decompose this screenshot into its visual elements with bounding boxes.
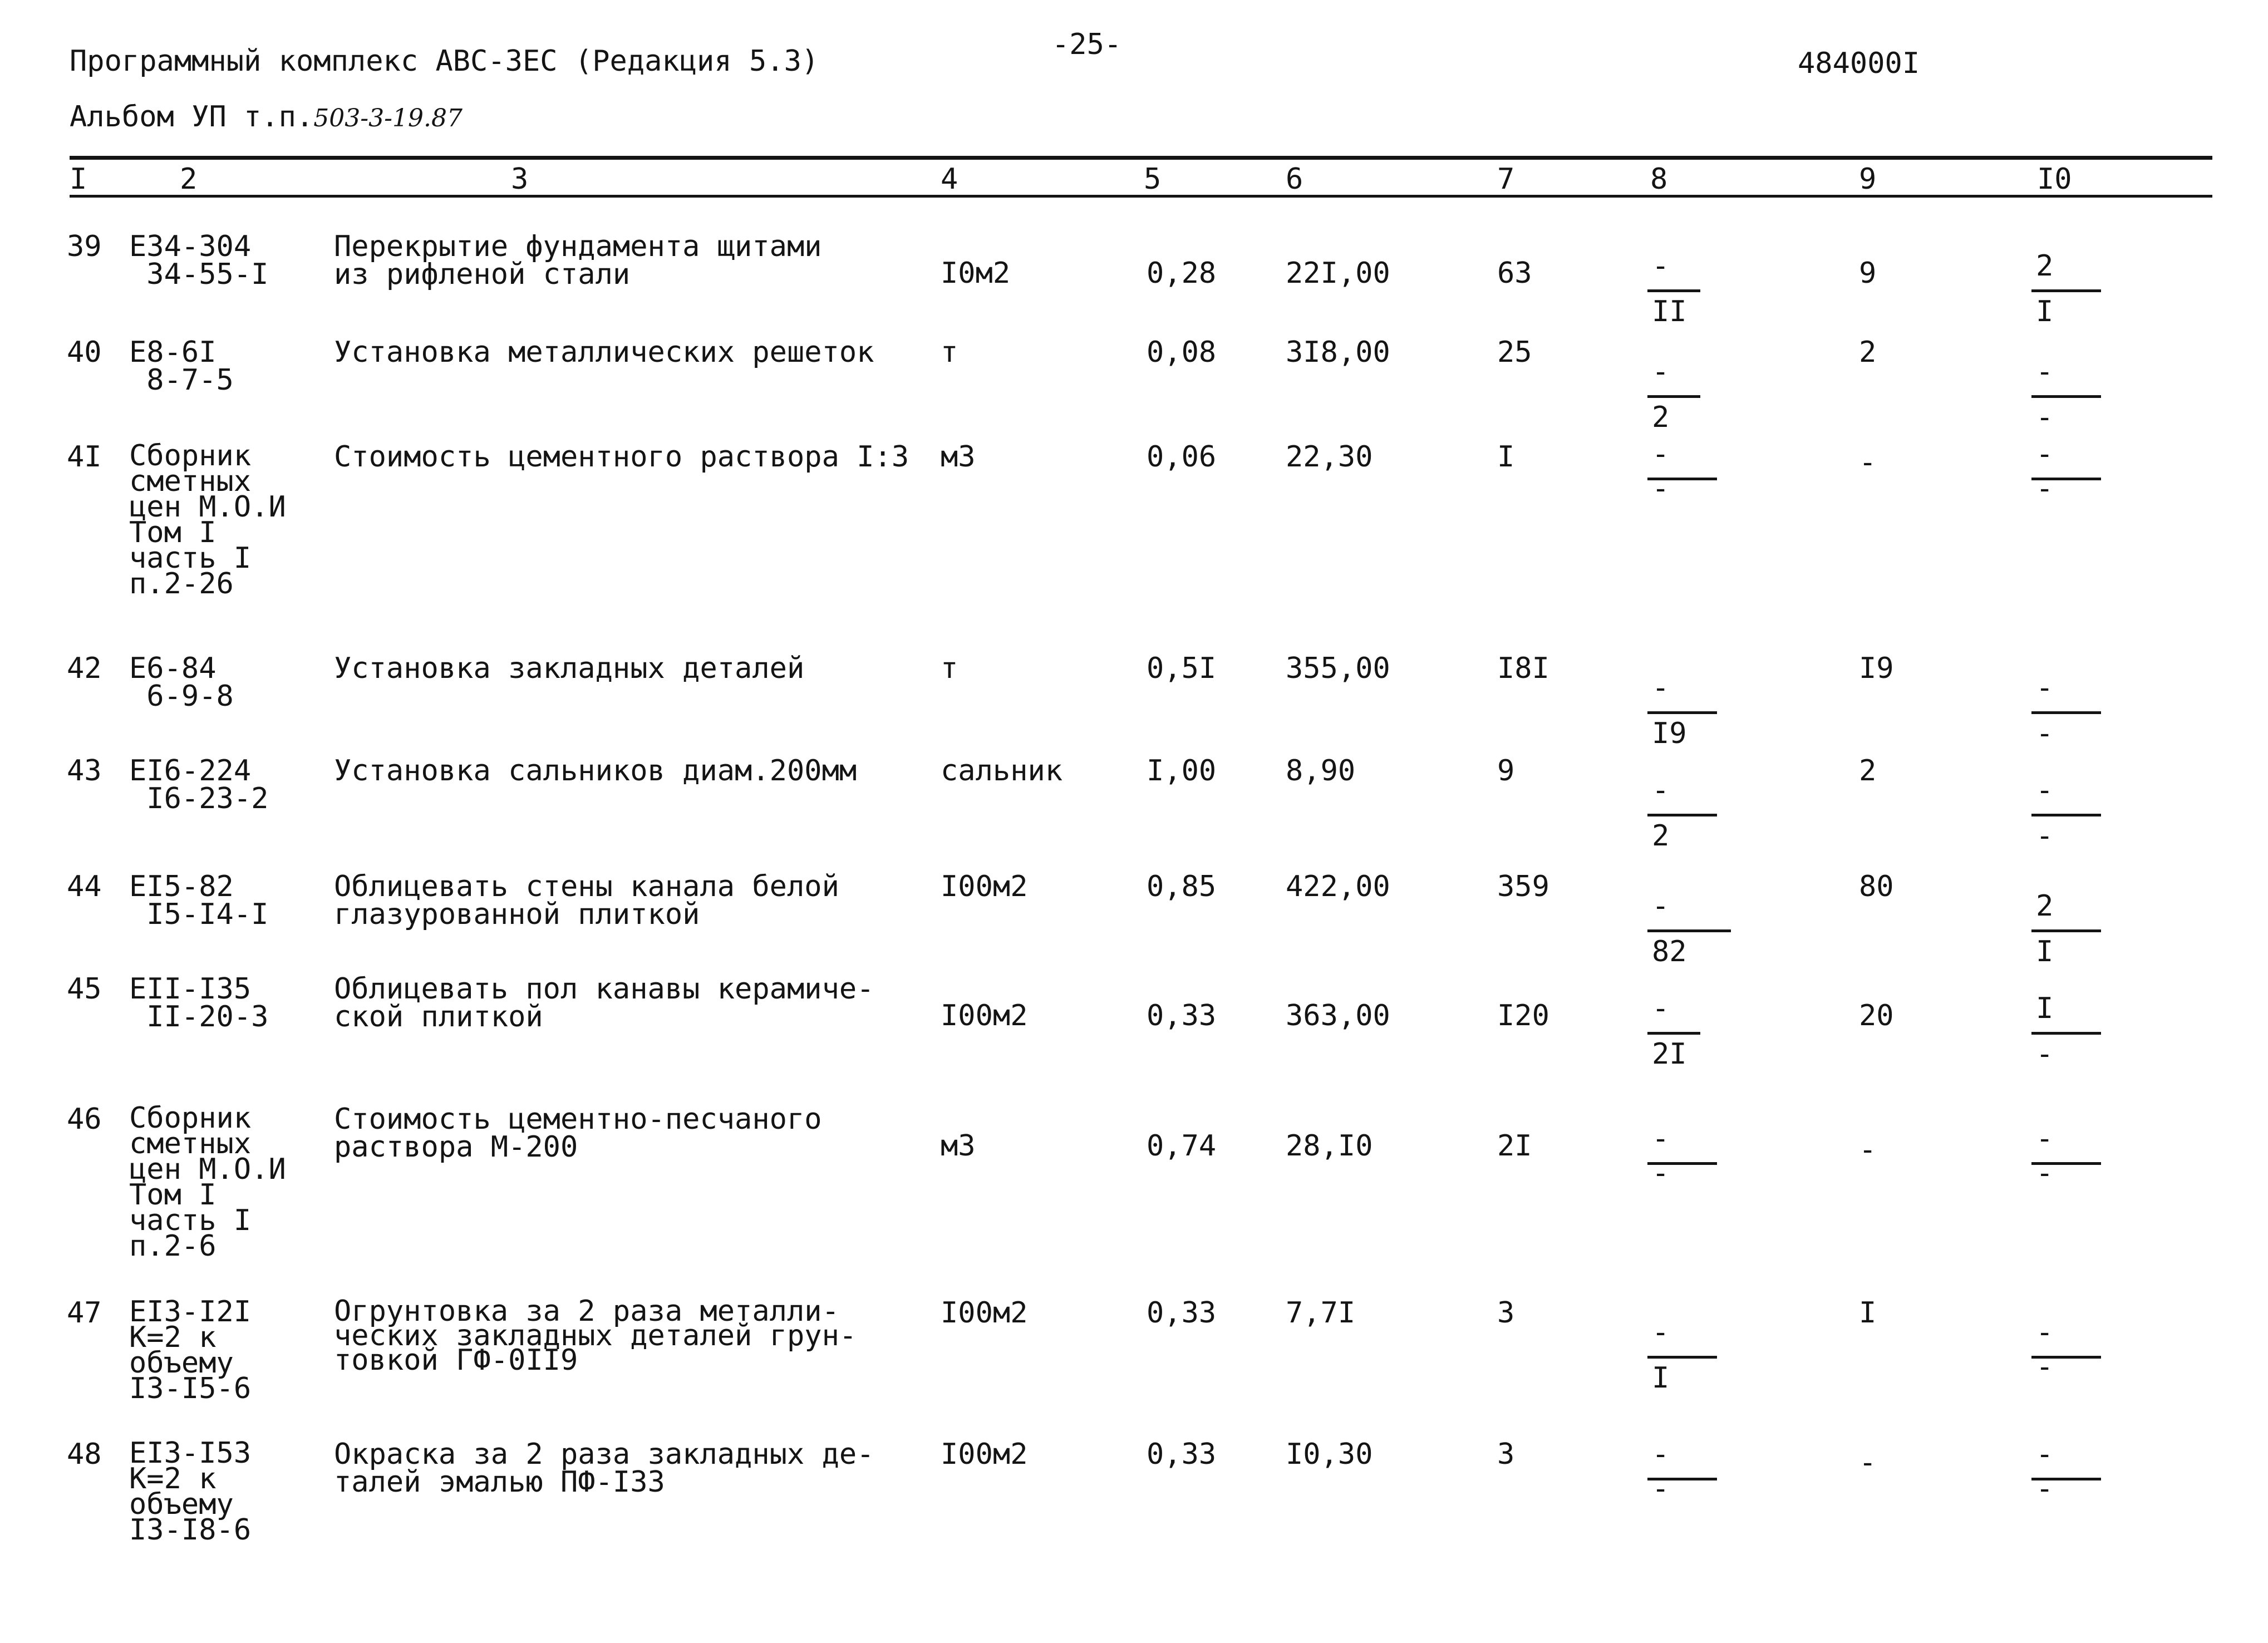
unit-price: 22,30	[1286, 440, 1373, 474]
col9-value: 2	[1859, 754, 1877, 788]
col9-value: 9	[1859, 257, 1877, 290]
unit: м3	[941, 1129, 976, 1163]
col8-fraction: - I	[1647, 1316, 1736, 1399]
total-cost: 63	[1497, 257, 1532, 290]
col10-fraction: - -	[2031, 1438, 2121, 1521]
col10-fraction: 2 I	[2031, 249, 2121, 333]
unit: I00м2	[941, 1296, 1028, 1330]
unit: т	[941, 652, 958, 685]
row-number: 4I	[67, 440, 102, 474]
col10-fraction: - -	[2031, 1122, 2121, 1206]
table-row-47	[0, 1295, 2268, 1433]
total-cost: I20	[1497, 999, 1549, 1032]
table-row-46	[0, 1101, 2268, 1263]
rate-code: E6-84 6-9-8	[129, 652, 234, 713]
quantity: I,00	[1147, 754, 1217, 788]
col10-fraction: - -	[2031, 1316, 2121, 1399]
unit: т	[941, 336, 958, 369]
rate-code: Сборник сметных цен М.О.И Том I часть I п.2-26	[129, 439, 286, 601]
total-cost: I8I	[1497, 652, 1549, 685]
col8-fraction: - 2	[1647, 355, 1736, 439]
col9-value: -	[1859, 446, 1877, 479]
unit-price: 3I8,00	[1286, 336, 1390, 369]
quantity: 0,08	[1147, 336, 1217, 369]
rate-code: EI3-I2I K=2 к объему I3-I5-6	[129, 1295, 252, 1405]
row-number: 42	[67, 652, 102, 685]
row-number: 39	[67, 230, 102, 263]
total-cost: I	[1497, 440, 1515, 474]
quantity: 0,85	[1147, 870, 1217, 903]
quantity: 0,5I	[1147, 652, 1217, 685]
col10-fraction: I -	[2031, 992, 2121, 1075]
col10-fraction: - -	[2031, 355, 2121, 439]
total-cost: 359	[1497, 870, 1549, 903]
total-cost: 9	[1497, 754, 1515, 788]
quantity: 0,33	[1147, 999, 1217, 1032]
total-cost: 25	[1497, 336, 1532, 369]
quantity: 0,28	[1147, 257, 1217, 290]
col8-fraction: - -	[1647, 1438, 1736, 1521]
program-title: Программный комплекс АВС-ЗЕС (Редакция 5.3)	[70, 45, 819, 78]
row-number: 43	[67, 754, 102, 788]
quantity: 0,33	[1147, 1296, 1217, 1330]
unit: I00м2	[941, 1438, 1028, 1471]
col10-fraction: - -	[2031, 437, 2121, 521]
header-top-rule	[70, 156, 2212, 160]
unit: I0м2	[941, 257, 1011, 290]
unit: м3	[941, 440, 976, 474]
quantity: 0,74	[1147, 1129, 1217, 1163]
row-number: 48	[67, 1438, 102, 1471]
total-cost: 3	[1497, 1438, 1515, 1471]
col-header-7: 7	[1497, 163, 1515, 196]
work-name: Установка металлических решеток	[334, 336, 874, 369]
work-name: Стоимость цементно-песчаного раствора М-200	[334, 1103, 822, 1164]
album-label	[70, 100, 463, 135]
col9-value: 2	[1859, 336, 1877, 369]
album-prefix: Альбом УП т.п.	[70, 100, 314, 134]
rate-code: E8-6I 8-7-5	[129, 336, 234, 397]
unit: I00м2	[941, 870, 1028, 903]
work-name: Перекрытие фундамента щитами из рифленой стали	[334, 230, 822, 291]
row-number: 44	[67, 870, 102, 903]
col-header-9: 9	[1859, 163, 1877, 196]
col9-value: -	[1859, 1446, 1877, 1479]
col-header-5: 5	[1144, 163, 1162, 196]
rate-code: EII-I35 II-20-3	[129, 972, 269, 1034]
rate-code: Сборник сметных цен М.О.И Том I часть I п.2-6	[129, 1101, 286, 1263]
quantity: 0,06	[1147, 440, 1217, 474]
col-header-6: 6	[1286, 163, 1303, 196]
table-row-45	[0, 972, 2268, 1109]
col-header-2: 2	[180, 163, 198, 196]
col10-fraction: - -	[2031, 774, 2121, 857]
unit-price: 28,I0	[1286, 1129, 1373, 1163]
col10-fraction: - -	[2031, 671, 2121, 755]
table-row-48	[0, 1437, 2268, 1574]
work-name: Огрунтовка за 2 раза металли- ческих закладных деталей грун- товкой ГФ-0II9	[334, 1295, 857, 1377]
document-number: 484000I	[1798, 47, 1920, 80]
col8-fraction: - 2I	[1647, 992, 1736, 1075]
col9-value: -	[1859, 1133, 1877, 1167]
rate-code: EI6-224 I6-23-2	[129, 754, 269, 815]
unit-price: 363,00	[1286, 999, 1390, 1032]
unit-price: 355,00	[1286, 652, 1390, 685]
unit: I00м2	[941, 999, 1028, 1032]
col9-value: 20	[1859, 999, 1894, 1032]
row-number: 40	[67, 336, 102, 369]
col-header-8: 8	[1650, 163, 1668, 196]
unit-price: I0,30	[1286, 1438, 1373, 1471]
rate-code: EI3-I53 K=2 к объему I3-I8-6	[129, 1437, 252, 1547]
col10-fraction: 2 I	[2031, 889, 2121, 973]
quantity: 0,33	[1147, 1438, 1217, 1471]
row-number: 45	[67, 972, 102, 1006]
work-name: Стоимость цементного раствора I:3	[334, 440, 909, 474]
col-header-10: I0	[2037, 163, 2072, 196]
page-number: -25-	[1052, 28, 1122, 61]
table-row-41	[0, 437, 2268, 601]
col8-fraction: - II	[1647, 249, 1736, 333]
unit-price: 7,7I	[1286, 1296, 1356, 1330]
col9-value: I	[1859, 1296, 1877, 1330]
col-header-1: I	[70, 163, 87, 196]
col-header-3: 3	[511, 163, 529, 196]
work-name: Окраска за 2 раза закладных де- талей эмалью ПФ-I33	[334, 1438, 874, 1499]
col-header-4: 4	[941, 163, 958, 196]
total-cost: 3	[1497, 1296, 1515, 1330]
col9-value: 80	[1859, 870, 1894, 903]
work-name: Установка сальников диам.200мм	[334, 754, 857, 788]
col9-value: I9	[1859, 652, 1894, 685]
col8-fraction: - 82	[1647, 889, 1736, 973]
work-name: Облицевать пол канавы керамиче- ской плиткой	[334, 972, 874, 1034]
unit: сальник	[941, 754, 1063, 788]
album-handwritten-number: 503-3-19.87	[313, 104, 463, 132]
unit-price: 422,00	[1286, 870, 1390, 903]
col8-fraction: - 2	[1647, 774, 1736, 857]
row-number: 47	[67, 1296, 102, 1330]
total-cost: 2I	[1497, 1129, 1532, 1163]
col8-fraction: - -	[1647, 1122, 1736, 1206]
work-name: Установка закладных деталей	[334, 652, 805, 685]
rate-code: E34-304 34-55-I	[129, 230, 269, 291]
unit-price: 8,90	[1286, 754, 1356, 788]
row-number: 46	[67, 1103, 102, 1136]
col8-fraction: - -	[1647, 437, 1736, 521]
rate-code: EI5-82 I5-I4-I	[129, 870, 269, 931]
header-bottom-rule	[70, 195, 2212, 198]
col8-fraction: - I9	[1647, 671, 1736, 755]
work-name: Облицевать стены канала белой глазурованной плиткой	[334, 870, 839, 931]
unit-price: 22I,00	[1286, 257, 1390, 290]
